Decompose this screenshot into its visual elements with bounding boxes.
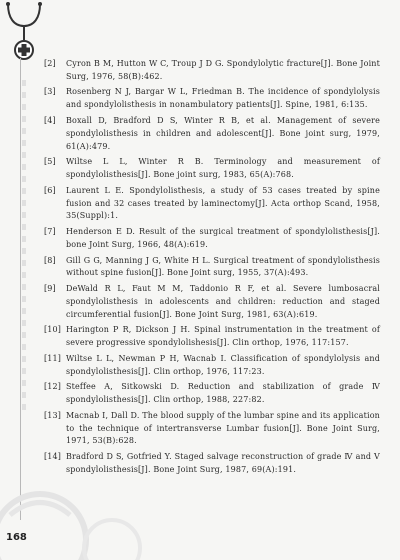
- page-number: 168: [6, 532, 27, 543]
- reference-item: [44, 156, 380, 182]
- reference-number: [7]: [44, 227, 56, 237]
- reference-number: [13]: [44, 410, 62, 420]
- reference-list: [44, 58, 380, 479]
- reference-text: Henderson E D. Result of the surgical treatment of spondylolisthesis[J]. bone Joint Surg, 1966, 48(A):619.: [66, 227, 380, 249]
- reference-text: Steffee A, Sitkowski D. Reduction and stabilization of grade Ⅳ spondylolisthesis[J]. Clin orthop, 1988, 227:82.: [66, 382, 380, 405]
- reference-number: [3]: [44, 87, 56, 97]
- reference-text: Gill G G, Manning J G, White H L. Surgical treatment of spondylolisthesis without spine fusion[J]. Bone Joint surg, 1955, 37(A):493.: [66, 255, 380, 278]
- reference-text: Bradford D S, Gotfried Y. Staged salvage reconstruction of grade Ⅳ and Ⅴ spondylolisthesis[J]. Bone Joint Surg, 1987, 69(A):191.: [66, 452, 380, 474]
- reference-number: [11]: [44, 353, 62, 363]
- reference-text: Macnab I, Dall D. The blood supply of the lumbar spine and its application to the technique of intertransverse Lumbar fusion[J]. Bone Joint Surg, 1971, 53(B):628.: [66, 410, 380, 446]
- reference-text: DeWald R L, Faut M M, Taddonio R F, et al. Severe lumbosacral spondylolisthesis in adolescents and children: reduction and staged circumferential fusion[J]. Bone Joint Surg, 1981, 63(A):619.: [66, 283, 380, 319]
- reference-item: [44, 86, 380, 112]
- reference-item: [44, 353, 380, 379]
- reference-text: Wiltse L L, Winter R B. Terminology and measurement of spondylolisthesis[J]. Bone joint surg, 1983, 65(A):768.: [66, 157, 380, 180]
- reference-item: [44, 226, 380, 252]
- margin-decoration: [22, 80, 26, 410]
- reference-number: [6]: [44, 185, 56, 195]
- reference-text: Laurent L E. Spondylolisthesis, a study of 53 cases treated by spine fusion and 32 cases treated by laminectomy[J]. Acta orthop Scand, 1958, 35(Suppl):1.: [66, 185, 380, 221]
- reference-number: [10]: [44, 325, 62, 335]
- reference-text: Cyron B M, Hutton W C, Troup J D G. Spondylolytic fracture[J]. Bone Joint Surg, 1976, 58(B):462.: [66, 59, 380, 81]
- reference-text: Rosenberg N J, Bargar W L, Friedman B. The incidence of spondylolysis and spondylolisthesis in nonambulatory patients[J]. Spine, 1981, 6:135.: [66, 87, 380, 110]
- reference-number: [5]: [44, 157, 56, 167]
- reference-item: [44, 381, 380, 407]
- reference-number: [9]: [44, 283, 56, 293]
- reference-number: [4]: [44, 115, 56, 125]
- reference-number: [14]: [44, 452, 62, 461]
- reference-text: Wiltse L L, Newman P H, Wacnab I. Classification of spondylolysis and spondylolisthesis[J]. Clin orthop, 1976, 117:23.: [66, 353, 380, 376]
- reference-number: [2]: [44, 59, 56, 68]
- reference-item: [44, 283, 380, 321]
- reference-text: Harington P R, Dickson J H. Spinal instrumentation in the treatment of severe progressive spondylolishesis[J]. Clin orthop, 1976, 117:157.: [66, 325, 380, 348]
- reference-item: [44, 324, 380, 350]
- reference-item: [44, 185, 380, 223]
- reference-number: [8]: [44, 255, 56, 265]
- stethoscope-cross-icon: [2, 0, 54, 64]
- reference-item: [44, 58, 380, 84]
- reference-item: [44, 255, 380, 281]
- reference-text: Boxall D, Bradford D S, Winter R B, et al. Management of severe spondylolisthesis in children and adolescent[J]. Bone joint surg, 1979, 61(A):479.: [66, 115, 380, 151]
- reference-item: [44, 115, 380, 153]
- reference-number: [12]: [44, 382, 62, 392]
